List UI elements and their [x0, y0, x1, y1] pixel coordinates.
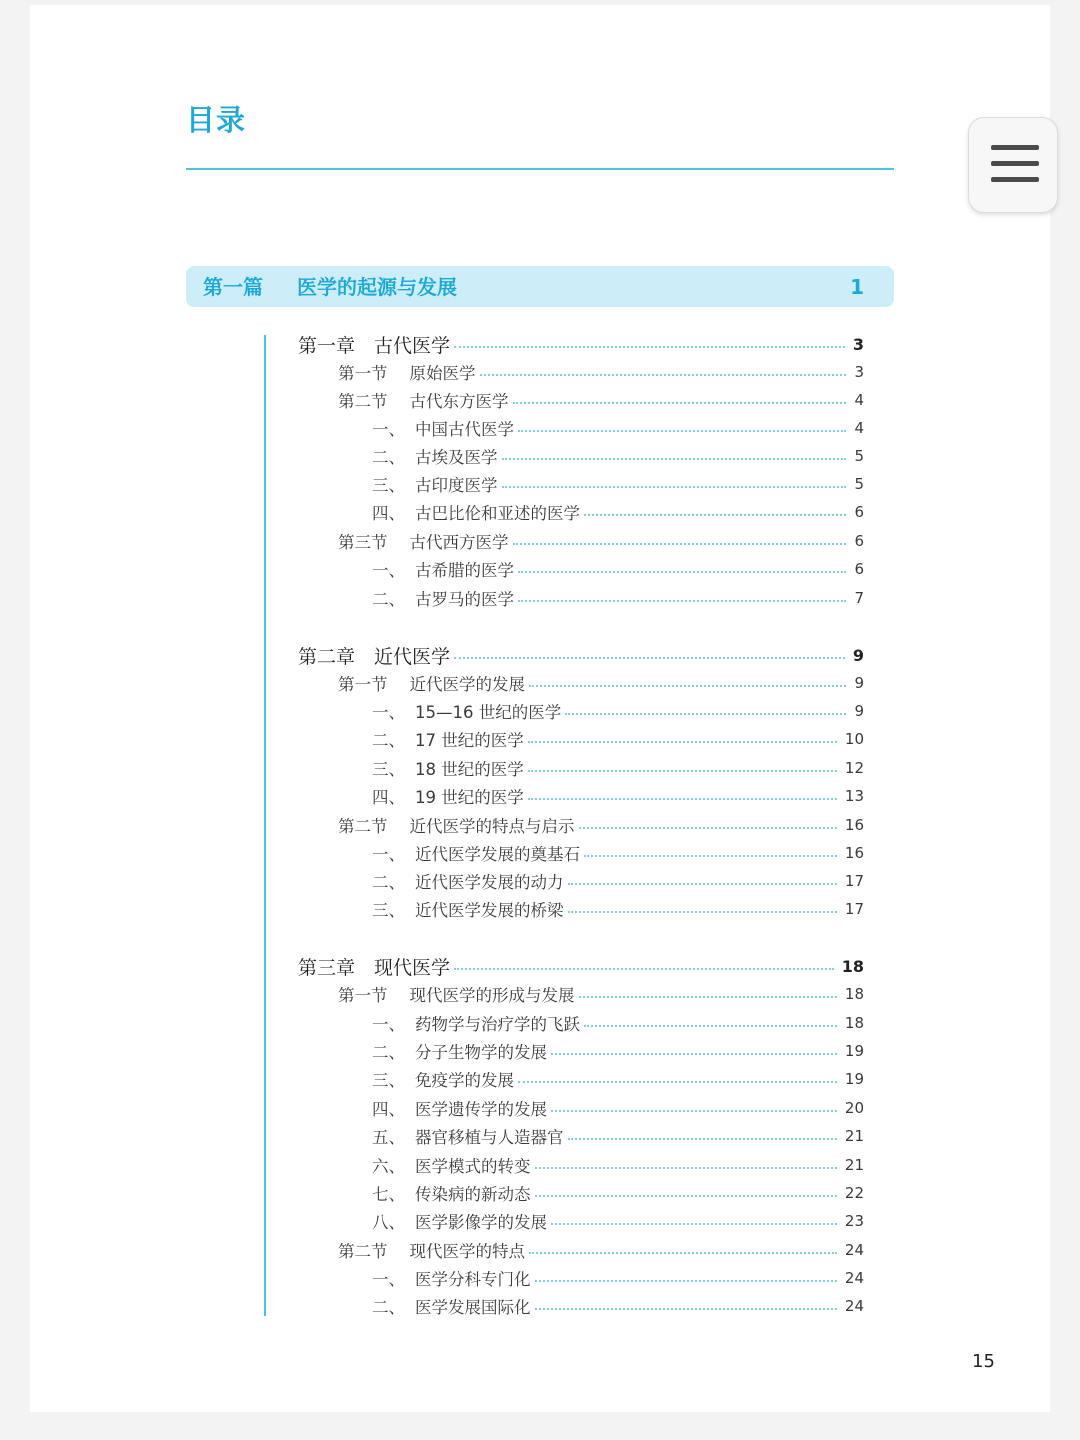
toc-entry-label: 五、: [372, 1128, 405, 1147]
toc-entry-item[interactable]: [372, 1065, 864, 1093]
toc-entry-item[interactable]: [372, 1094, 864, 1122]
toc-entry-item[interactable]: [372, 725, 864, 753]
toc-entry-label: 二、: [372, 1043, 405, 1062]
toc-entry-title: 近代医学的特点与启示: [409, 817, 575, 836]
toc-entry-title: 原始医学: [409, 364, 476, 383]
toc-entry-page-number: 9: [854, 702, 864, 720]
part-banner[interactable]: [186, 266, 894, 307]
leader-dots: [502, 458, 847, 460]
leader-dots: [454, 657, 845, 659]
toc-entry-title: 现代医学: [374, 956, 451, 979]
toc-entry-label: 一、: [372, 1270, 405, 1289]
leader-dots: [529, 1252, 837, 1254]
leader-dots: [528, 798, 837, 800]
toc-entry-item[interactable]: [372, 414, 864, 442]
toc-entry-title: 15—16 世纪的医学: [415, 703, 562, 722]
leader-dots: [535, 1195, 837, 1197]
toc-entry-label: 三、: [372, 760, 405, 779]
toc-entry-page-number: 3: [854, 363, 864, 381]
toc-entry-page-number: 24: [844, 1269, 864, 1287]
toc-entry-page-number: 9: [852, 645, 864, 665]
toc-entry-title: 古印度医学: [415, 476, 498, 495]
toc-entry-page-number: 10: [844, 730, 864, 748]
toc-entry-title: 医学分科专门化: [415, 1270, 531, 1289]
leader-dots: [584, 514, 846, 516]
toc-entry-item[interactable]: [372, 1179, 864, 1207]
toc-entry-section[interactable]: [338, 1236, 864, 1264]
leader-dots: [579, 996, 837, 998]
toc-entry-label: 四、: [372, 788, 405, 807]
toc-entry-section[interactable]: [338, 527, 864, 555]
toc-entry-page-number: 12: [844, 759, 864, 777]
toc-entry-section[interactable]: [338, 358, 864, 386]
toc-entry-label: 一、: [372, 420, 405, 439]
toc-entry-label: 三、: [372, 1071, 405, 1090]
toc-entry-label: 四、: [372, 1100, 405, 1119]
leader-dots: [480, 374, 847, 376]
toc-entry-label: 二、: [372, 448, 405, 467]
leader-dots: [551, 1110, 837, 1112]
toc-entry-section[interactable]: [338, 980, 864, 1008]
toc-entry-label: 第二节: [338, 1242, 388, 1261]
toc-entry-item[interactable]: [372, 782, 864, 810]
toc-entry-title: 免疫学的发展: [415, 1071, 514, 1090]
toc-entry-label: 一、: [372, 1015, 405, 1034]
leader-dots: [568, 911, 837, 913]
toc-entry-title: 近代医学的发展: [409, 675, 525, 694]
toc-entry-title: 医学模式的转变: [415, 1157, 531, 1176]
toc-entry-section[interactable]: [338, 669, 864, 697]
leader-dots: [518, 600, 846, 602]
leader-dots: [535, 1280, 837, 1282]
part-page-number: 1: [850, 275, 864, 299]
toc-entry-item[interactable]: [372, 867, 864, 895]
toc-entry-title: 器官移植与人造器官: [415, 1128, 564, 1147]
toc-entry-page-number: 4: [854, 391, 864, 409]
toc-entry-item[interactable]: [372, 1009, 864, 1037]
toc-entry-page-number: 22: [844, 1184, 864, 1202]
toc-entry-item[interactable]: [372, 754, 864, 782]
toc-entry-title: 医学遗传学的发展: [415, 1100, 547, 1119]
toc-entry-item[interactable]: [372, 839, 864, 867]
toc-entry-title: 近代医学发展的动力: [415, 873, 564, 892]
toc-entry-item[interactable]: [372, 1292, 864, 1320]
toc-entry-label: 四、: [372, 504, 405, 523]
page-number: 15: [972, 1351, 995, 1372]
toc-entry-label: 第一章: [298, 334, 356, 357]
toc-entry-page-number: 20: [844, 1099, 864, 1117]
leader-dots: [518, 1081, 837, 1083]
toc-entry-title: 分子生物学的发展: [415, 1043, 547, 1062]
toc-entry-label: 三、: [372, 476, 405, 495]
toc-entry-title: 古希腊的医学: [415, 561, 514, 580]
leader-dots: [513, 543, 847, 545]
toc-entry-item[interactable]: [372, 498, 864, 526]
leader-dots: [528, 770, 837, 772]
toc-entry-item[interactable]: [372, 555, 864, 583]
toc-entry-title: 18 世纪的医学: [415, 760, 524, 779]
toc-entry-page-number: 18: [841, 956, 864, 976]
toc-entry-label: 第二章: [298, 645, 356, 668]
toc-entry-page-number: 5: [854, 447, 864, 465]
toc-entry-label: 第三章: [298, 956, 356, 979]
toc-entry-label: 二、: [372, 873, 405, 892]
leader-dots: [518, 430, 846, 432]
toc-entry-title: 中国古代医学: [415, 420, 514, 439]
leader-dots: [502, 486, 847, 488]
toc-entry-title: 古代医学: [374, 334, 451, 357]
toc-entry-page-number: 21: [844, 1127, 864, 1145]
toc-entry-label: 第一节: [338, 364, 388, 383]
toc-entry-page-number: 16: [844, 816, 864, 834]
toc-entry-label: 第二节: [338, 392, 388, 411]
toc-entry-page-number: 7: [854, 589, 864, 607]
toc-entry-label: 一、: [372, 703, 405, 722]
title-divider: [186, 168, 894, 170]
toc-entry-page-number: 23: [844, 1212, 864, 1230]
toc-entry-page-number: 18: [844, 985, 864, 1003]
toc-entry-title: 古埃及医学: [415, 448, 498, 467]
toc-entry-page-number: 18: [844, 1014, 864, 1032]
menu-button[interactable]: [968, 117, 1058, 213]
toc-entry-page-number: 6: [854, 532, 864, 550]
toc-entry-title: 药物学与治疗学的飞跃: [415, 1015, 580, 1034]
toc-entry-page-number: 6: [854, 503, 864, 521]
toc-entry-page-number: 4: [854, 419, 864, 437]
toc-entry-item[interactable]: [372, 1037, 864, 1065]
leader-dots: [454, 968, 834, 970]
leader-dots: [513, 402, 847, 404]
toc-entry-title: 古巴比伦和亚述的医学: [415, 504, 580, 523]
hamburger-menu-icon-middle: [991, 161, 1039, 166]
leader-dots: [529, 685, 846, 687]
toc-entry-label: 三、: [372, 901, 405, 920]
toc-entry-chapter[interactable]: [298, 952, 864, 980]
toc-entry-title: 古罗马的医学: [415, 590, 514, 609]
toc-entry-page-number: 24: [844, 1297, 864, 1315]
toc-entry-label: 七、: [372, 1185, 405, 1204]
toc-entry-title: 19 世纪的医学: [415, 788, 524, 807]
toc-entry-item[interactable]: [372, 1151, 864, 1179]
toc-entry-item[interactable]: [372, 470, 864, 498]
toc-entry-label: 八、: [372, 1213, 405, 1232]
leader-dots: [535, 1308, 837, 1310]
toc-entry-chapter[interactable]: [298, 330, 864, 358]
part-title: 医学的起源与发展: [297, 275, 457, 299]
toc-entry-page-number: 17: [844, 872, 864, 890]
toc-entry-label: 一、: [372, 845, 405, 864]
toc-entry-title: 近代医学: [374, 645, 451, 668]
toc-entry-title: 近代医学发展的奠基石: [415, 845, 580, 864]
toc-entry-title: 近代医学发展的桥梁: [415, 901, 564, 920]
leader-dots: [551, 1053, 837, 1055]
toc-entry-item[interactable]: [372, 1207, 864, 1235]
toc-entry-item[interactable]: [372, 584, 864, 612]
leader-dots: [565, 713, 846, 715]
toc-entry-item[interactable]: [372, 1122, 864, 1150]
toc-entry-page-number: 13: [844, 787, 864, 805]
toc-entry-chapter[interactable]: [298, 641, 864, 669]
toc-entry-page-number: 3: [852, 334, 864, 354]
leader-dots: [551, 1223, 837, 1225]
toc-entry-page-number: 19: [844, 1042, 864, 1060]
toc-entry-section[interactable]: [338, 386, 864, 414]
toc-entry-page-number: 21: [844, 1156, 864, 1174]
toc-entry-title: 现代医学的特点: [409, 1242, 525, 1261]
toc-entry-page-number: 17: [844, 900, 864, 918]
leader-dots: [584, 855, 837, 857]
toc-entry-title: 古代西方医学: [409, 533, 509, 552]
toc-entry-label: 二、: [372, 731, 405, 750]
toc-entry-item[interactable]: [372, 442, 864, 470]
toc-entry-item[interactable]: [372, 1264, 864, 1292]
toc-entry-page-number: 24: [844, 1241, 864, 1259]
toc-entry-title: 传染病的新动态: [415, 1185, 531, 1204]
toc-entry-title: 现代医学的形成与发展: [409, 986, 575, 1005]
toc-entry-label: 第一节: [338, 675, 388, 694]
leader-dots: [528, 741, 837, 743]
toc-entry-label: 第二节: [338, 817, 388, 836]
leader-dots: [535, 1167, 837, 1169]
toc-entry-item[interactable]: [372, 697, 864, 725]
toc-entry-item[interactable]: [372, 895, 864, 923]
toc-entry-label: 一、: [372, 561, 405, 580]
toc-entry-page-number: 5: [854, 475, 864, 493]
part-label: 第一篇: [203, 275, 263, 299]
leader-dots: [518, 571, 846, 573]
leader-dots: [579, 827, 837, 829]
leader-dots: [568, 1138, 837, 1140]
leader-dots: [568, 883, 837, 885]
toc-entry-label: 第三节: [338, 533, 388, 552]
toc-entry-title: 古代东方医学: [409, 392, 509, 411]
toc-entry-title: 医学发展国际化: [415, 1298, 531, 1317]
toc-entry-page-number: 19: [844, 1070, 864, 1088]
toc-entry-page-number: 9: [854, 674, 864, 692]
hamburger-menu-icon-bottom: [991, 177, 1039, 182]
leader-dots: [454, 346, 845, 348]
toc-entry-label: 第一节: [338, 986, 388, 1005]
toc-entry-title: 医学影像学的发展: [415, 1213, 547, 1232]
toc-title: 目录: [186, 103, 247, 137]
toc-entry-page-number: 6: [854, 560, 864, 578]
toc-entry-page-number: 16: [844, 844, 864, 862]
toc-entry-label: 二、: [372, 590, 405, 609]
toc-entry-label: 六、: [372, 1157, 405, 1176]
toc-entry-label: 二、: [372, 1298, 405, 1317]
toc-vertical-rule: [264, 335, 266, 1316]
toc-entry-section[interactable]: [338, 811, 864, 839]
hamburger-menu-icon: [991, 145, 1039, 150]
leader-dots: [584, 1025, 837, 1027]
toc-entry-title: 17 世纪的医学: [415, 731, 524, 750]
